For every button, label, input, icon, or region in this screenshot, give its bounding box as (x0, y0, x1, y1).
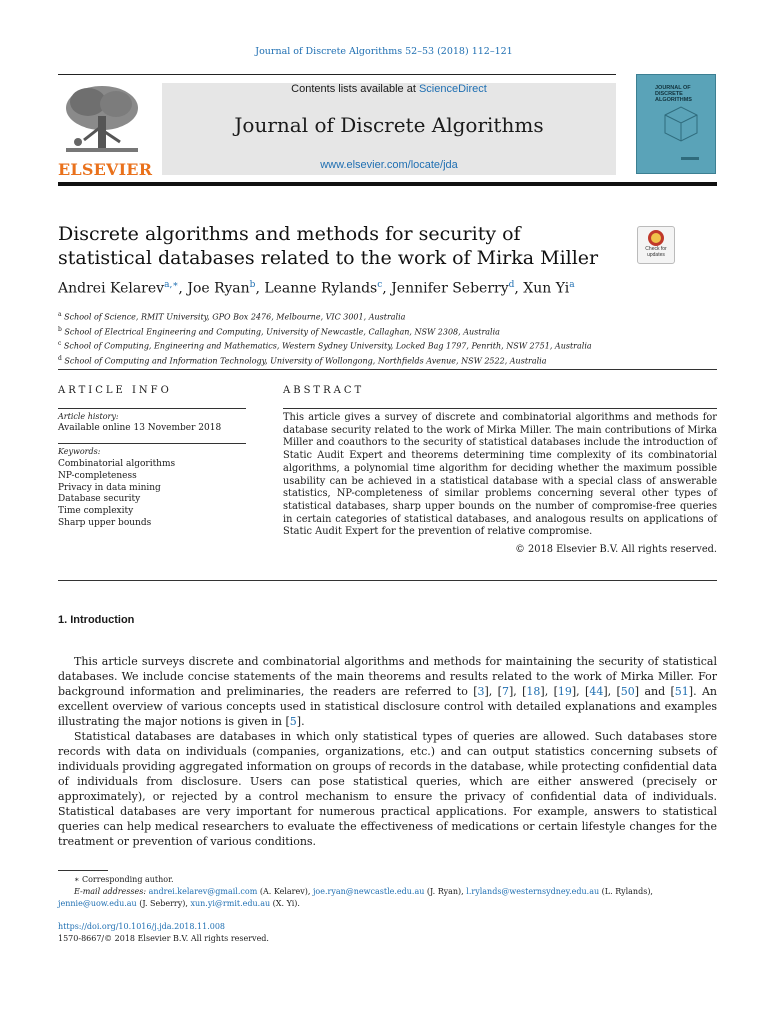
paragraph-text: This article surveys discrete and combinatorial algorithms and methods for maintaining the security of statistical databases. We include concise statements of the main theorems and results related to the work of Mirka Miller. For background information and preliminaries, the readers are referred to (58, 655, 717, 698)
affiliation-marker: d (58, 354, 62, 362)
article-info-rule (58, 408, 246, 409)
citation-link[interactable]: 7 (501, 685, 509, 698)
citation-link[interactable]: 50 (620, 685, 635, 698)
email-link[interactable]: joe.ryan@newcastle.edu.au (312, 887, 425, 896)
author-affiliation-marker[interactable]: b (249, 280, 256, 290)
citation-link[interactable]: 18 (526, 685, 541, 698)
author-name[interactable]: Jennifer Seberry (391, 280, 509, 297)
citation-link[interactable]: 5 (289, 715, 297, 728)
email-link[interactable]: l.rylands@westernsydney.edu.au (466, 887, 600, 896)
footnotes (58, 874, 718, 910)
check-updates-label: Check for updates (645, 246, 667, 258)
abstract-copyright: © 2018 Elsevier B.V. All rights reserved. (515, 544, 717, 555)
author-name[interactable]: Andrei Kelarev (58, 280, 165, 297)
doi-link[interactable]: https://doi.org/10.1016/j.jda.2018.11.008 (58, 922, 225, 931)
journal-header-box (162, 83, 616, 175)
keywords-label: Keywords: (58, 447, 101, 456)
citation-link[interactable]: 51 (674, 685, 689, 698)
section-heading-introduction: 1. Introduction (58, 614, 135, 626)
citation-link[interactable]: 3 (477, 685, 485, 698)
corresponding-author-note: ∗ Corresponding author. (74, 875, 174, 884)
author-separator: , (382, 280, 392, 297)
affiliation-marker: a (58, 311, 62, 318)
author-separator: , (514, 280, 524, 297)
email-link[interactable]: andrei.kelarev@gmail.com (148, 887, 258, 896)
contents-line (162, 83, 616, 95)
article-info-heading: ARTICLE INFO (58, 385, 172, 396)
author-affiliation-marker[interactable]: a,∗ (164, 280, 179, 290)
elsevier-tree-icon (58, 82, 144, 158)
frontmatter-divider (58, 369, 717, 370)
email-label: E-mail addresses: (74, 887, 147, 896)
author-affiliation-marker[interactable]: a (569, 280, 575, 290)
header-bottom-rule (58, 182, 717, 186)
sciencedirect-link[interactable]: ScienceDirect (418, 83, 487, 95)
affiliation-text: School of Computing, Engineering and Mathematics, Western Sydney University, Locked Bag 1797, Penrith, NSW 2751, Australia (63, 341, 592, 351)
abstract-rule (283, 408, 717, 409)
header-top-rule (58, 74, 616, 75)
frontmatter-bottom-rule (58, 580, 717, 581)
author-name[interactable]: Leanne Rylands (264, 280, 378, 297)
journal-reference-link[interactable]: Journal of Discrete Algorithms 52–53 (2018) 112–121 (255, 46, 513, 57)
author-separator: , (178, 280, 188, 297)
elsevier-wordmark: ELSEVIER (58, 160, 153, 179)
affiliation-text: School of Science, RMIT University, GPO Box 2476, Melbourne, VIC 3001, Australia (64, 312, 406, 322)
email-owner: (X. Yi). (270, 899, 300, 908)
affiliation-item (58, 338, 718, 353)
abstract-text: This article gives a survey of discrete and combinatorial algorithms and methods for database security related to the work of Mirka Miller. The main contributions of Mirka Miller and coauthors to the security of statistical databases include the introduction of Static Audit Expert and theorems determining time complexity of its combinatorial algorithms, a polynomial time algorithm for deciding whether the maximum possible usability can be achieved in a statistical database with a special class of answerable statistics, NP-completeness of similar problems concerning several other types of statistical databases, sharp upper bounds on the number of compromise-free queries in certain categories of statistical databases, and analogous results on applications of Static Audit Expert for the prevention of relative compromise. (283, 412, 717, 538)
email-owner: (J. Seberry), (136, 899, 191, 908)
email-link[interactable]: xun.yi@rmit.edu.au (190, 899, 271, 908)
affiliation-item (58, 324, 718, 339)
author-list (58, 280, 718, 297)
author-name[interactable]: Joe Ryan (187, 280, 250, 297)
journal-title: Journal of Discrete Algorithms (234, 113, 544, 137)
affiliation-item (58, 309, 718, 324)
affiliation-list (58, 309, 718, 368)
affiliation-item (58, 353, 718, 368)
cover-graphic-icon (637, 75, 715, 173)
email-owner: (J. Ryan), (424, 887, 467, 896)
citation-link[interactable]: 19 (557, 685, 572, 698)
affiliation-text: School of Electrical Engineering and Computing, University of Newcastle, Callaghan, NSW 2308, Australia (64, 327, 500, 337)
crossmark-icon (648, 230, 664, 246)
author-affiliation-marker[interactable]: d (508, 280, 515, 290)
email-owner: (A. Kelarev), (257, 887, 313, 896)
footnote-rule (58, 870, 108, 871)
journal-url-link[interactable]: www.elsevier.com/locate/jda (320, 159, 458, 171)
email-addresses-continued (58, 898, 718, 910)
affiliation-marker: b (58, 325, 62, 333)
intro-paragraph-1: This article surveys discrete and combinatorial algorithms and methods for maintaining the security of statistical databases. We include concise statements of the main theorems and results related to the work of Mirka Miller. For background information and preliminaries, the readers are referred to [3], [7], [18], [19], [44], [50] and [51]. An excellent overview of various concepts used in statistical disclosure control with detailed explanations and examples illustrating the major notions is given in [5]. (58, 655, 717, 728)
email-owner: (L. Rylands), (599, 887, 653, 896)
issn-copyright: 1570-8667/© 2018 Elsevier B.V. All rights reserved. (58, 934, 269, 943)
history-label: Article history: (58, 412, 119, 421)
contents-prefix: Contents lists available at (291, 83, 419, 95)
keyword-item: Sharp upper bounds (58, 517, 152, 528)
keyword-item: Privacy in data mining (58, 482, 161, 493)
author-name[interactable]: Xun Yi (523, 280, 570, 297)
author-affiliation-marker[interactable]: c (377, 280, 383, 290)
journal-cover-image (636, 74, 716, 174)
paragraph-text: . An excellent overview of various concepts used in statistical disclosure control with detailed explanations and examples illustrating the major notions is given in (58, 685, 717, 728)
keywords-rule (58, 443, 246, 444)
affiliation-marker: c (58, 340, 62, 348)
history-value: Available online 13 November 2018 (58, 423, 222, 433)
cover-title: JOURNAL OF DISCRETE ALGORITHMS (655, 85, 692, 103)
keyword-item: Database security (58, 494, 141, 505)
affiliation-text: School of Computing and Information Technology, University of Wollongong, Northfields Avenue, NSW 2522, Australia (64, 356, 547, 366)
citation-link[interactable]: 44 (589, 685, 604, 698)
email-link[interactable]: jennie@uow.edu.au (58, 899, 137, 908)
keyword-item: Combinatorial algorithms (58, 459, 176, 469)
keyword-list (58, 459, 175, 530)
intro-paragraph-2: Statistical databases are databases in which only statistical types of queries are allowed. Such databases store records with data on individuals (companies, organizations, etc.) and can output statistics concerning subsets of individuals providing aggregated information on groups of records in the database, while protecting confidential data of individuals from disclosure. Users can pose statistical queries, which are either answered (precisely or approximately), or rejected by a control mechanism to ensure the privacy of confidential data of individuals. Statistical databases are very important for numerous practical applications. For example, answers to statistical queries can help medical researchers to evaluate the effectiveness of medications or certain lifestyle changes for the treatment or prevention of various conditions. (58, 730, 717, 848)
email-addresses (58, 886, 718, 898)
keyword-item: Time complexity (58, 506, 134, 517)
elsevier-logo (58, 82, 153, 179)
check-for-updates-button[interactable] (637, 226, 675, 264)
keyword-item: NP-completeness (58, 470, 137, 481)
abstract-heading: ABSTRACT (283, 385, 365, 396)
article-title: Discrete algorithms and methods for security of statistical databases related to the work of Mirka Miller (58, 223, 599, 269)
author-separator: , (255, 280, 265, 297)
